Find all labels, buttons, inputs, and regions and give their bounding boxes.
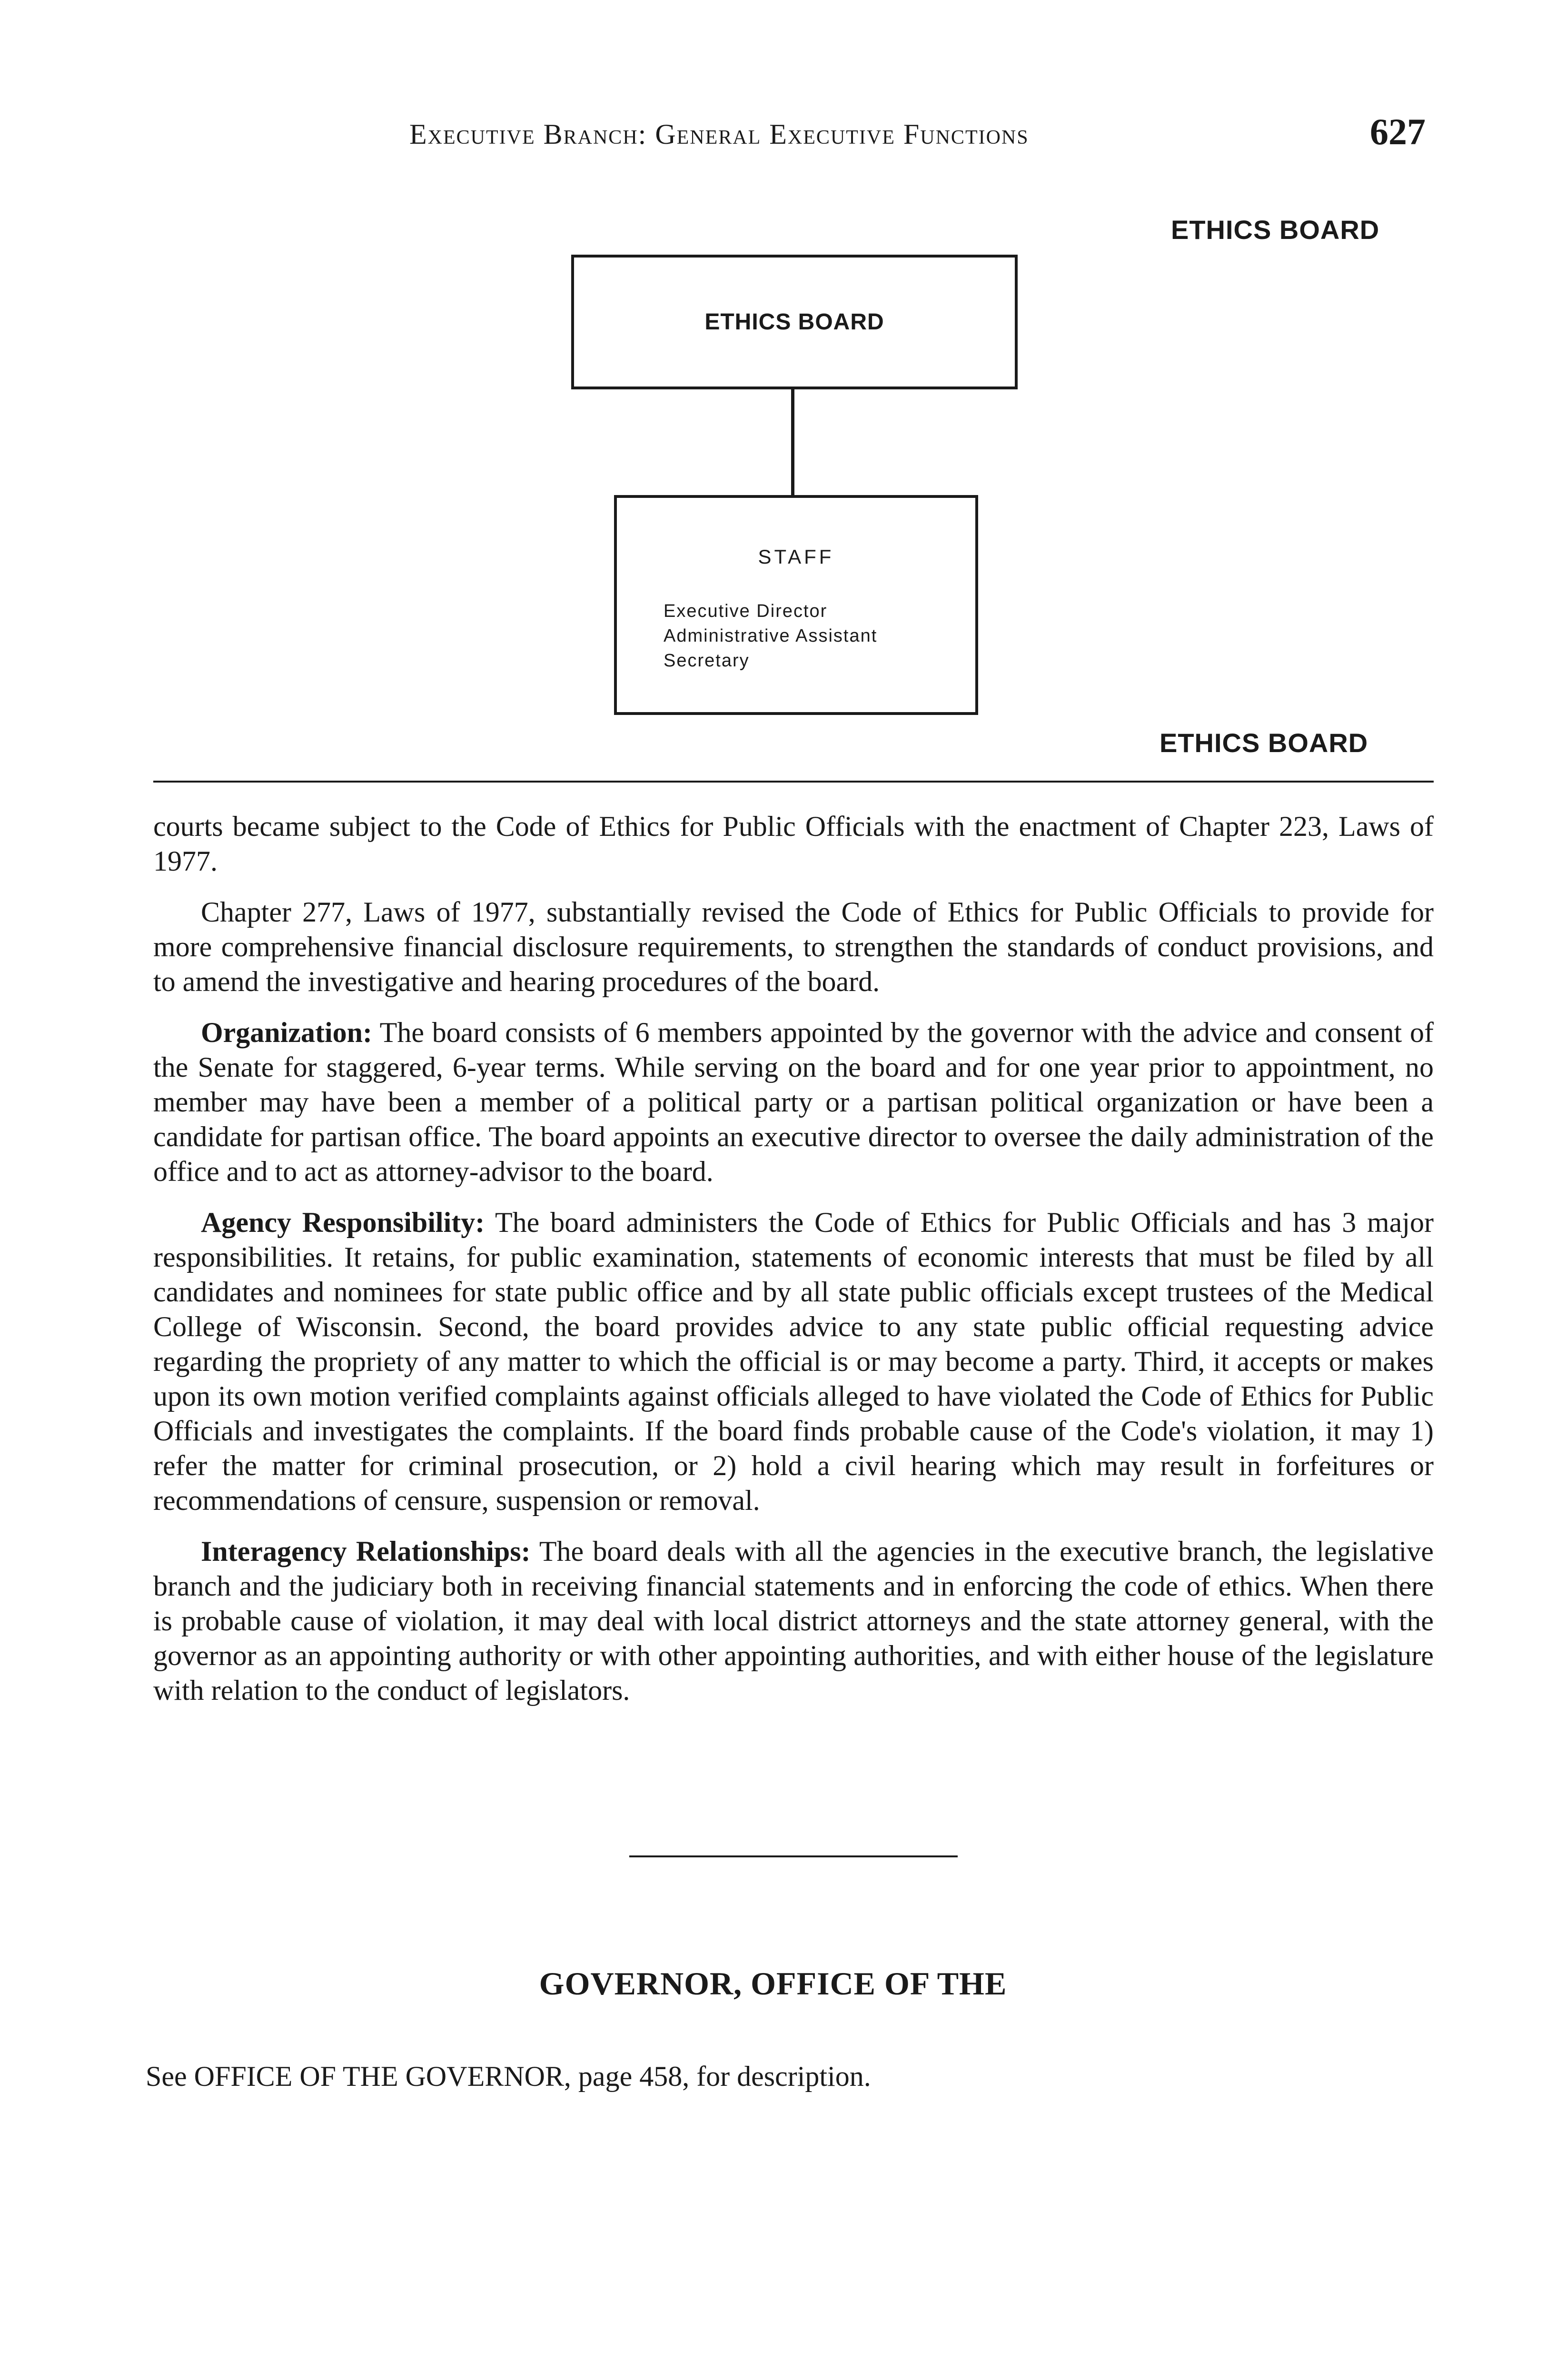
section-end-rule xyxy=(629,1855,958,1857)
paragraph-agency-responsibility xyxy=(153,1205,1434,1518)
organization-text: The board consists of 6 members appointed by the governor with the advice and consent of the Senate for staggered, 6-year terms. While serving on the board and for one year prior to appointment, no member may have been a member of a political party or a partisan political organization or have been a candidate for partisan office. The board appoints an executive director to oversee the daily administration of the office and to act as attorney-advisor to the board. xyxy=(153,1017,1434,1187)
staff-position-list xyxy=(664,599,877,673)
staff-box-title: STAFF xyxy=(758,545,834,568)
paragraph-organization xyxy=(153,1015,1434,1189)
org-chart-connector xyxy=(791,389,794,495)
paragraph-interagency-relationships xyxy=(153,1534,1434,1708)
chart-label-top: ETHICS BOARD xyxy=(1171,215,1380,245)
agency-responsibility-text: The board administers the Code of Ethics for Public Officials and has 3 major responsibilities. It retains, for public examination, statements of economic interests that must be filed by all candidates and nominees for state public office and by all state public officials except trustees of the Medical College of Wisconsin. Second, the board provides advice to any state public official requesting advice regarding the propriety of any matter to which the official is or may become a party. Third, it accepts or makes upon its own motion verified complaints against officials alleged to have violated the Code of Ethics for Public Officials and investigates the complaints. If the board finds probable cause of the Code's violation, it may 1) refer the matter for criminal prosecution, or 2) hold a civil hearing which may result in forfeitures or recommendations of censure, suspension or removal. xyxy=(153,1207,1434,1516)
body-text xyxy=(153,809,1434,1724)
interagency-relationships-text: The board deals with all the agencies in the executive branch, the legislative branch and the judiciary both in receiving financial statements and in enforcing the code of ethics. When there is probable cause of violation, it may deal with local district attorneys and the state attorney general, with the governor as an appointing authority or with other appointing authorities, and with either house of the legislature with relation to the conduct of legislators. xyxy=(153,1536,1434,1706)
staff-position: Executive Director xyxy=(664,601,828,621)
organization-lead: Organization: xyxy=(201,1017,372,1048)
staff-position: Secretary xyxy=(664,651,750,671)
ethics-board-box xyxy=(571,255,1018,389)
staff-position: Administrative Assistant xyxy=(664,626,878,646)
running-header: Executive Branch: General Executive Functions xyxy=(409,119,1029,150)
staff-box xyxy=(614,495,978,715)
section-divider xyxy=(153,781,1434,783)
interagency-relationships-lead: Interagency Relationships: xyxy=(201,1536,531,1567)
section-heading: GOVERNOR, OFFICE OF THE xyxy=(539,1965,1007,2002)
agency-responsibility-lead: Agency Responsibility: xyxy=(201,1207,485,1238)
see-also-reference: See OFFICE OF THE GOVERNOR, page 458, for description. xyxy=(146,2061,871,2092)
page-number: 627 xyxy=(1370,111,1426,152)
paragraph-continuation: courts became subject to the Code of Ethics for Public Officials with the enactment of Chapter 223, Laws of 1977. xyxy=(153,811,1434,877)
paragraph-chapter-277: Chapter 277, Laws of 1977, substantially revised the Code of Ethics for Public Officials to provide for more comprehensive financial disclosure requirements, to strengthen the standards of conduct provisions, and to amend the investigative and hearing procedures of the board. xyxy=(153,896,1434,997)
ethics-board-box-label: ETHICS BOARD xyxy=(704,309,884,335)
chart-label-bottom: ETHICS BOARD xyxy=(1160,728,1368,758)
